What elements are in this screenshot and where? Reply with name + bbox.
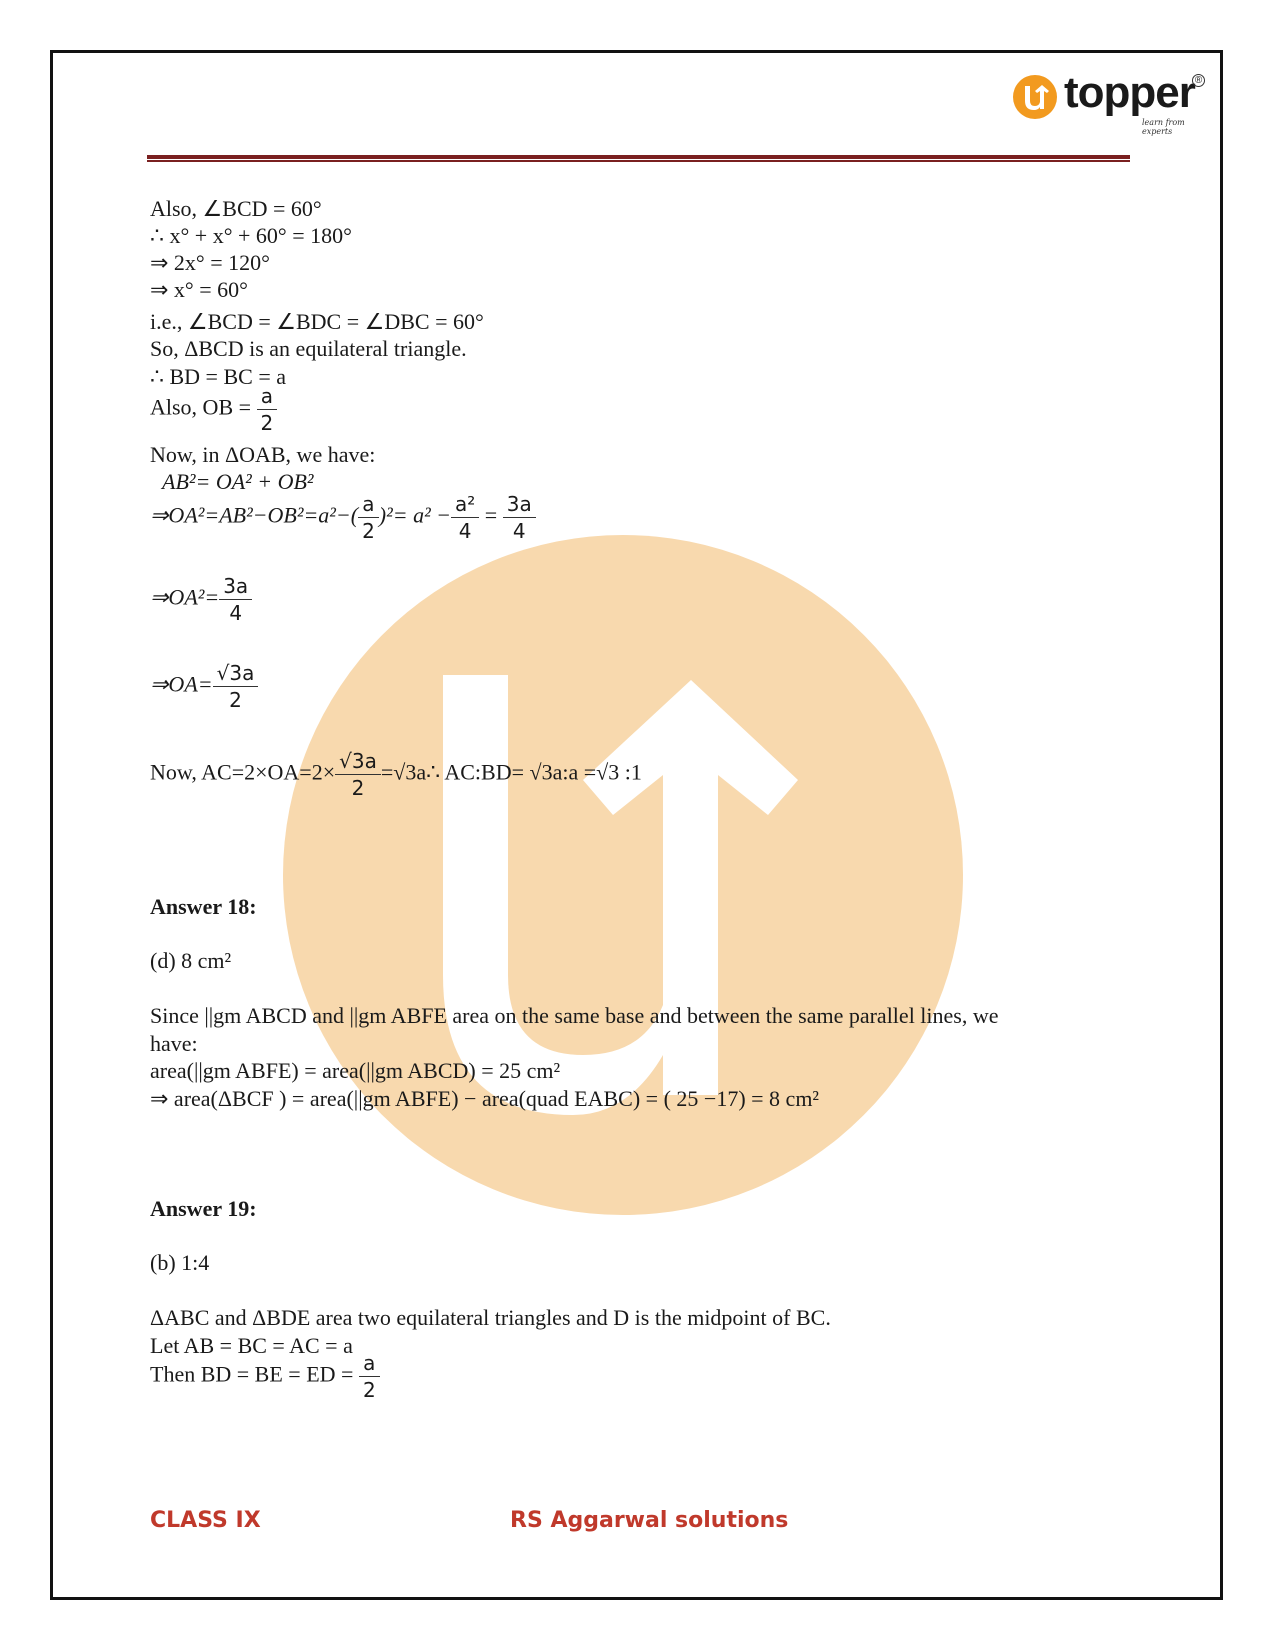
line-all-angles: i.e., ∠BCD = ∠BDC = ∠DBC = 60°: [150, 309, 484, 334]
answer18-choice: (d) 8 cm²: [150, 948, 232, 973]
answer19-p2: Let AB = BC = AC = a: [150, 1333, 353, 1358]
logo-text: topper: [1064, 68, 1195, 117]
fraction: $\frac{3a}{4}$: [503, 491, 536, 544]
line-ob-text: Also, OB =: [150, 394, 257, 420]
line-oa-squared-derivation: ⇒OA²=AB²−OB²=a²−( $\frac{a}{2}$ )²= a² − $\frac{\text{a²}}{4}$ = $\frac{3a}{4}$: [150, 491, 536, 544]
fraction: $\frac{a}{2}$: [359, 1350, 380, 1403]
topper-logo: [1012, 68, 1203, 136]
line-ac-ratio: Now, AC=2×OA=2× $\frac{√3a}{2}$ =√3a∴ AC:BD= √3a:a =√3 :1: [150, 749, 642, 800]
logo-tagline: learn from experts: [1142, 118, 1185, 136]
line-sum-angles: ∴ x° + x° + 60° = 180°: [150, 223, 352, 248]
fraction: $\frac{3a}{4}$: [219, 573, 252, 626]
answer19-p1: ΔABC and ΔBDE area two equilateral triangles and D is the midpoint of BC.: [150, 1305, 831, 1330]
footer-book: RS Aggarwal solutions: [510, 1508, 789, 1533]
header-rule: [147, 155, 1130, 163]
line-bd-bc: ∴ BD = BC = a: [150, 364, 286, 389]
answer19-p3: Then BD = BE = ED = $\frac{a}{2}$: [150, 1350, 380, 1403]
watermark-logo-icon: [283, 535, 963, 1215]
line-angle-bcd: Also, ∠BCD = 60°: [150, 196, 322, 221]
line-ob: [150, 383, 277, 436]
line-now-oab: Now, in ΔOAB, we have:: [150, 442, 376, 467]
fraction: $\frac{a}{2}$: [358, 491, 379, 544]
answer18-heading: Answer 18:: [150, 894, 257, 919]
footer-class: CLASS IX: [150, 1508, 261, 1533]
line-x: ⇒ x° = 60°: [150, 277, 248, 302]
fraction: $\frac{a}{2}$: [257, 383, 278, 436]
line-pythagoras: AB²= OA² + OB²: [162, 469, 314, 494]
answer19-choice: (b) 1:4: [150, 1250, 210, 1275]
answer18-p3: area(||gm ABFE) = area(||gm ABCD) = 25 cm²: [150, 1058, 561, 1083]
line-oa: ⇒OA= $\frac{√3a}{2}$: [150, 660, 258, 713]
line-equilateral: So, ΔBCD is an equilateral triangle.: [150, 336, 467, 361]
fraction: $\frac{√3a}{2}$: [213, 660, 259, 713]
fraction: $\frac{\text{a²}}{4}$: [451, 491, 479, 544]
topper-logo-icon: [1012, 74, 1058, 120]
line-oa-squared: ⇒OA²= $\frac{3a}{4}$: [150, 573, 252, 626]
answer19-heading: Answer 19:: [150, 1196, 257, 1221]
line-2x: ⇒ 2x° = 120°: [150, 250, 270, 275]
answer18-p1: Since ||gm ABCD and ||gm ABFE area on the same base and between the same parallel lines, we: [150, 1003, 999, 1028]
registered-mark: ®: [1192, 74, 1205, 87]
answer18-p4: ⇒ area(ΔBCF ) = area(||gm ABFE) − area(quad EABC) = ( 25 −17) = 8 cm²: [150, 1086, 820, 1111]
fraction: $\frac{√3a}{2}$: [335, 748, 381, 801]
answer18-p2: have:: [150, 1031, 198, 1056]
